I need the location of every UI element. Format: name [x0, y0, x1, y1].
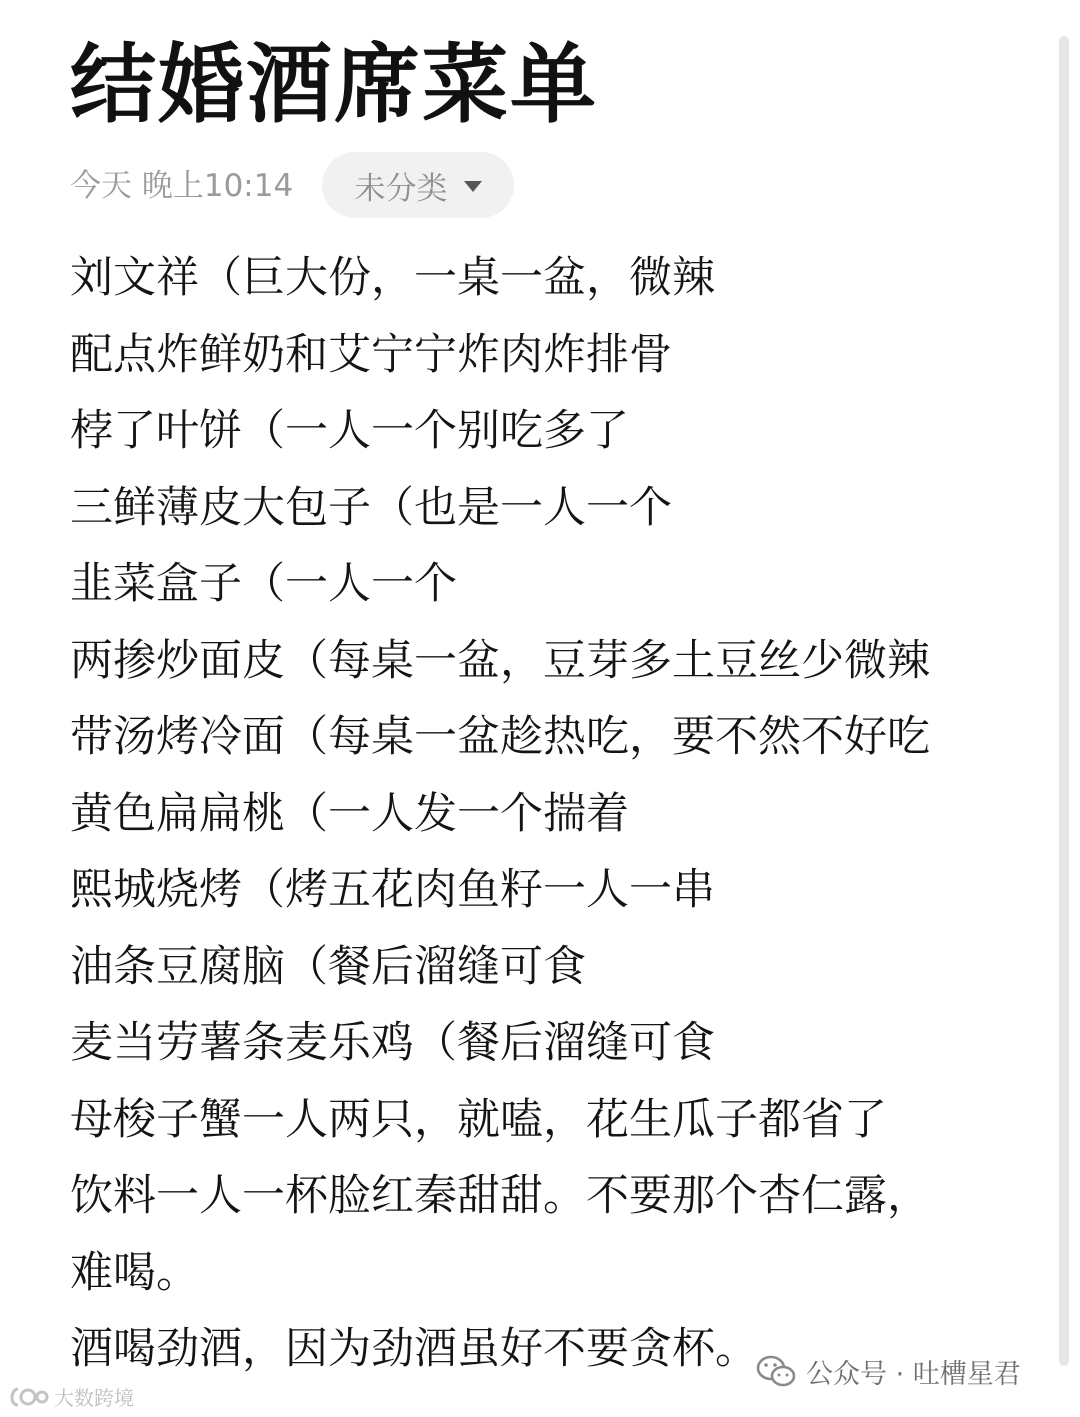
body-line: 麦当劳薯条麦乐鸡（餐后溜缝可食 — [70, 1018, 715, 1068]
chevron-down-icon — [464, 181, 482, 192]
body-line: 母梭子蟹一人两只，就嗑，花生瓜子都省了 — [70, 1094, 887, 1145]
wechat-icon — [756, 1355, 796, 1389]
category-dropdown[interactable] — [322, 152, 514, 218]
body-line: 难喝。 — [70, 1247, 199, 1298]
watermark-right — [756, 1352, 1021, 1391]
body-line: 三鲜薄皮大包子（也是一人一个 — [70, 482, 672, 533]
body-line: 酒喝劲酒，因为劲酒虽好不要贪杯。 — [70, 1324, 758, 1374]
watermark-right-text: 公众号 · 吐槽星君 — [806, 1359, 1021, 1390]
body-line: 两掺炒面皮（每桌一盆，豆芽多土豆丝少微辣 — [70, 635, 930, 686]
body-line: 黄色扁扁桃（一人发一个揣着 — [70, 788, 629, 839]
note-body[interactable] — [70, 240, 1030, 1388]
scrollbar[interactable] — [1059, 36, 1069, 1366]
logo-icon — [6, 1385, 50, 1409]
body-line: 刘文祥（巨大份，一桌一盆，微辣 — [70, 253, 715, 303]
category-label: 未分类 — [354, 170, 448, 207]
note-title[interactable]: 结婚酒席菜单 — [70, 35, 598, 135]
note-timestamp: 今天 晚上10:14 — [70, 168, 294, 204]
body-line: 配点炸鲜奶和艾宁宁炸肉炸排骨 — [70, 329, 672, 380]
body-line: 油条豆腐脑（餐后溜缝可食 — [70, 941, 586, 992]
watermark-left — [6, 1382, 134, 1411]
body-line: 桲了叶饼（一人一个别吃多了 — [70, 406, 629, 456]
body-line: 熙城烧烤（烤五花肉鱼籽一人一串 — [70, 865, 715, 915]
body-line: 带汤烤冷面（每桌一盆趁热吃，要不然不好吃 — [70, 712, 930, 762]
watermark-left-text: 大数跨境 — [54, 1386, 134, 1410]
body-line: 韭菜盒子（一人一个 — [70, 559, 457, 609]
body-line: 饮料一人一杯脸红秦甜甜。不要那个杏仁露， — [70, 1171, 930, 1221]
